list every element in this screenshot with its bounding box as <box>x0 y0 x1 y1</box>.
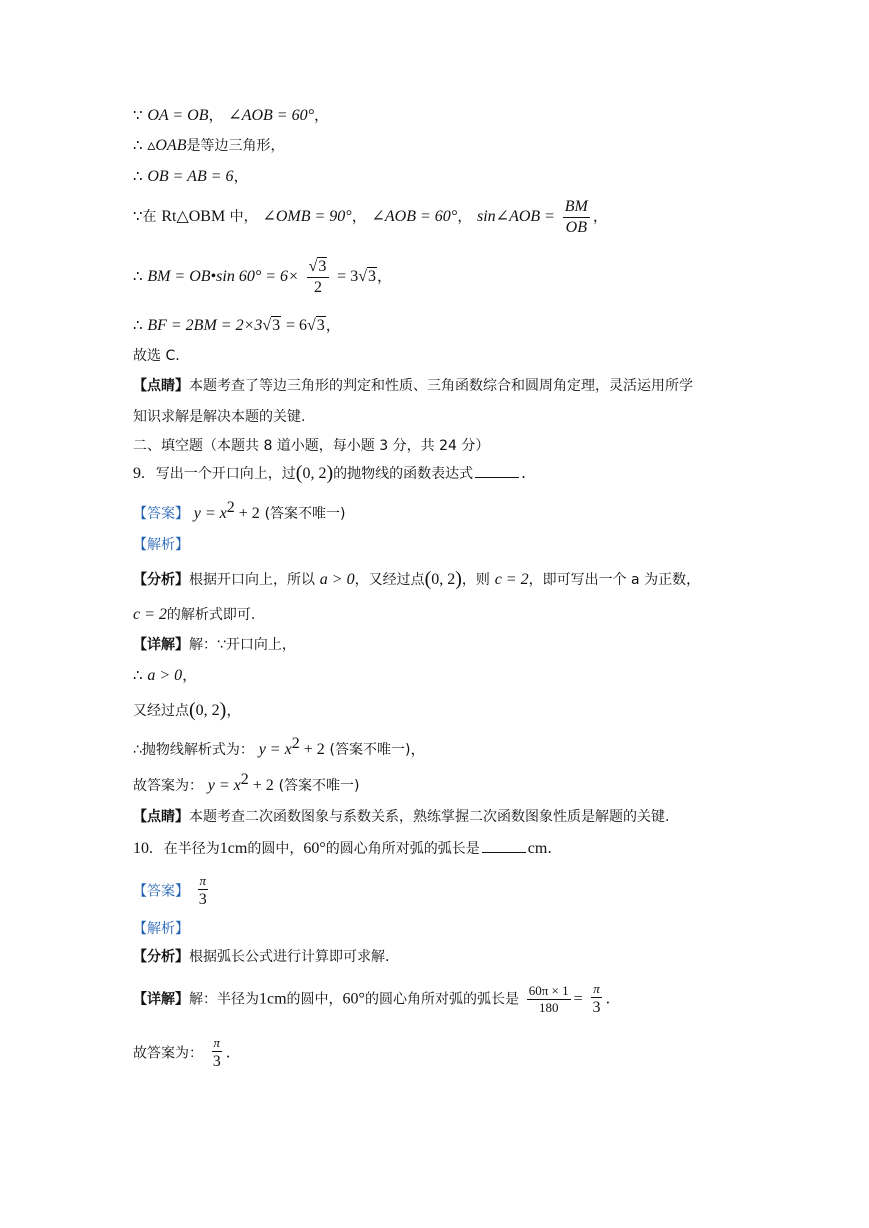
fraction-denominator: 3 <box>212 1053 221 1071</box>
proof-line-3 <box>133 165 249 188</box>
fraction-denominator: 3 <box>592 999 601 1017</box>
detail-line <box>133 634 296 656</box>
answer-blank[interactable] <box>475 463 519 478</box>
condition: a > 0 <box>319 571 355 588</box>
answer-note: (答案不唯一) <box>264 506 346 522</box>
question-number: 9. <box>133 465 145 482</box>
answer-expression: + 2 <box>248 777 274 794</box>
answer-expression: y = x <box>193 505 227 522</box>
separator: ， <box>376 267 392 286</box>
exponent: 2 <box>226 499 235 516</box>
detail-text: 解：半径为 <box>189 991 259 1008</box>
analysis-tag: 【解析】 <box>133 537 189 553</box>
condition: a > 0 <box>147 667 183 684</box>
answer-tag: 【答案】 <box>133 883 189 900</box>
answer-expression: + 2 <box>299 741 325 758</box>
separator: ， <box>314 106 330 124</box>
answer-expression: y = x <box>258 741 292 758</box>
separator: ， <box>457 207 473 226</box>
fraction-numerator: BM <box>563 198 590 218</box>
fraction <box>307 258 330 296</box>
comment-text: 本题考查了等边三角形的判定和性质、三角函数综合和圆周角定理，灵活运用所学 <box>189 378 693 394</box>
statement-text: 中， <box>225 209 258 226</box>
since-symbol: ∵ <box>133 106 143 124</box>
separator: . <box>521 464 526 482</box>
choice-line: 故选 C. <box>133 348 180 364</box>
equation: = 6 <box>285 317 307 334</box>
unit: cm <box>527 840 548 857</box>
analysis-text: 根据开口向上，所以 <box>189 572 315 588</box>
equation: BM = OB•sin 60° = 6× <box>147 268 299 286</box>
answer-blank[interactable] <box>482 838 526 853</box>
therefore-symbol: ∴ <box>133 316 143 334</box>
statement-text: 是等边三角形， <box>186 138 285 154</box>
separator: ， <box>226 701 242 719</box>
final-answer-line <box>133 1036 231 1071</box>
proof-line-1 <box>133 104 329 127</box>
therefore-symbol: ∴ <box>133 167 143 185</box>
fraction <box>211 1036 223 1071</box>
detail-step <box>133 664 197 687</box>
radicand: 3 <box>272 317 281 334</box>
question-text: 的抛物线的函数表达式 <box>333 466 474 482</box>
exponent: 2 <box>240 771 249 788</box>
radicand: 3 <box>318 258 327 275</box>
result-fraction <box>590 982 602 1017</box>
answer-note: (答案不唯一) <box>278 778 360 794</box>
question-10 <box>133 837 552 860</box>
fraction-denominator: 3 <box>198 891 207 909</box>
point-coordinates: 0, 2 <box>431 571 456 588</box>
fraction-numerator: π <box>198 874 209 890</box>
comment-tag: 【点睛】 <box>133 378 189 394</box>
analysis-text: ，则 <box>461 572 490 588</box>
question-number: 10. <box>133 840 153 857</box>
analysis-text: ，又经过点 <box>354 572 425 588</box>
therefore-symbol: ∴ <box>133 267 143 286</box>
point-coordinates: 0, 2 <box>302 465 327 482</box>
condition: c = 2 <box>494 571 529 588</box>
detail-text: 故答案为： <box>133 778 203 794</box>
angle-value: 60° <box>303 840 326 857</box>
answer-line <box>133 499 346 525</box>
analysis-text: 根据弧长公式进行计算即可求解. <box>189 949 390 965</box>
fraction-denominator: 2 <box>314 278 322 296</box>
separator: . <box>225 1043 231 1062</box>
answer-note: (答案不唯一) <box>329 742 411 758</box>
separator: ， <box>182 666 198 684</box>
proof-line-6: ∴ BF = 2BM = 2×3√3 = 6√3， <box>133 316 341 334</box>
arc-length-fraction <box>527 984 571 1016</box>
angle-equation: ∠AOB = 60° <box>371 208 458 226</box>
section-heading: 二、填空题（本题共 8 道小题，每小题 3 分，共 24 分） <box>133 438 490 454</box>
radicand: 3 <box>367 268 376 286</box>
right-triangle-name: Rt△OBM <box>161 208 226 226</box>
analysis-line-continued <box>133 603 255 626</box>
analysis-line: 【分析】根据开口向上，所以 a > 0，又经过点(0, 2)，则 c = 2，即可写出一个 a 为正数， <box>133 568 701 590</box>
radius-value: 1cm <box>259 990 287 1008</box>
answer-tag: 【答案】 <box>133 506 189 522</box>
analysis-line <box>133 946 389 968</box>
therefore-symbol: ∴ <box>133 666 143 684</box>
triangle-name: ▵OAB <box>147 137 187 154</box>
detail-text: 解：∵开口向上， <box>189 637 296 653</box>
proof-line-5: ∴ BM = OB•sin 60° = 6× $\frac{√3}{2}$ = 3√3， <box>133 258 392 296</box>
analysis-subtag: 【分析】 <box>133 572 189 588</box>
question-text: 的圆中， <box>247 841 304 857</box>
fraction <box>563 198 590 236</box>
detail-text: 的圆心角所对弧的弧长是 <box>364 991 519 1008</box>
analysis-subtag: 【分析】 <box>133 949 189 965</box>
exponent: 2 <box>291 735 300 752</box>
equation: BF = 2BM = 2×3 <box>147 317 263 334</box>
angle-equation: ∠OMB = 90° <box>262 208 352 226</box>
comment-tag: 【点睛】 <box>133 809 189 825</box>
comment-line <box>133 806 669 828</box>
equation: OA = OB <box>147 107 209 124</box>
detail-step: 又经过点(0, 2)， <box>133 699 242 721</box>
detail-line <box>133 982 610 1017</box>
radius-value: 1cm <box>219 840 248 857</box>
detail-text: 又经过点 <box>133 703 189 719</box>
angle-equation: ∠AOB = 60° <box>228 107 314 124</box>
since-symbol: ∵ <box>133 207 143 226</box>
answer-expression: + 2 <box>234 505 260 522</box>
separator: ， <box>410 740 426 758</box>
separator: ， <box>233 167 249 185</box>
detail-text: ∴抛物线解析式为： <box>133 742 254 758</box>
question-text: 在半径为 <box>163 841 220 857</box>
detail-step <box>133 735 426 761</box>
separator: . <box>547 839 553 857</box>
point-coordinates: 0, 2 <box>195 702 220 719</box>
statement-text: 在 <box>142 209 157 226</box>
detail-text: 的圆中， <box>286 991 343 1008</box>
analysis-text: 的解析式即可. <box>166 607 256 623</box>
answer-expression: y = x <box>207 777 241 794</box>
separator: . <box>605 989 611 1008</box>
separator: ， <box>351 207 367 226</box>
comment-line-continued: 知识求解是解决本题的关键. <box>133 409 306 425</box>
radicand: 3 <box>316 317 325 334</box>
detail-tag: 【详解】 <box>133 637 189 653</box>
analysis-tag: 【解析】 <box>133 921 189 937</box>
separator: ， <box>325 316 341 334</box>
question-9: 9. 写出一个开口向上，过(0, 2)的抛物线的函数表达式 . <box>133 462 526 484</box>
therefore-symbol: ∴ <box>133 136 143 154</box>
fraction-numerator: √3 <box>307 258 330 278</box>
fraction <box>197 874 209 909</box>
final-answer-line <box>133 771 360 797</box>
condition: c = 2 <box>133 606 167 623</box>
fraction-denominator: OB <box>565 218 587 236</box>
detail-tag: 【详解】 <box>133 991 189 1008</box>
question-text: 写出一个开口向上，过 <box>155 466 296 482</box>
proof-line-4 <box>133 198 608 236</box>
fraction-denominator: 180 <box>538 999 559 1015</box>
fraction-numerator: 60π × 1 <box>527 984 571 1000</box>
analysis-text: ，即可写出一个 a 为正数， <box>528 572 701 588</box>
proof-line-2 <box>133 134 284 157</box>
comment-line <box>133 375 693 397</box>
sine-expression: sin∠AOB = <box>477 208 555 226</box>
question-text: 的圆心角所对弧的弧长是 <box>325 841 480 857</box>
fraction-numerator: π <box>591 982 602 998</box>
fraction-numerator: π <box>212 1036 223 1052</box>
equals-sign: = <box>573 990 583 1008</box>
comment-text: 本题考查二次函数图象与系数关系，熟练掌握二次函数图象性质是解题的关键. <box>189 809 670 825</box>
equation: = 3 <box>337 268 359 286</box>
separator: ， <box>208 106 224 124</box>
detail-text: 故答案为： <box>133 1045 203 1062</box>
answer-line <box>133 874 212 909</box>
equation: OB = AB = 6 <box>147 168 234 185</box>
separator: ， <box>592 207 608 226</box>
angle-value: 60° <box>342 990 365 1008</box>
